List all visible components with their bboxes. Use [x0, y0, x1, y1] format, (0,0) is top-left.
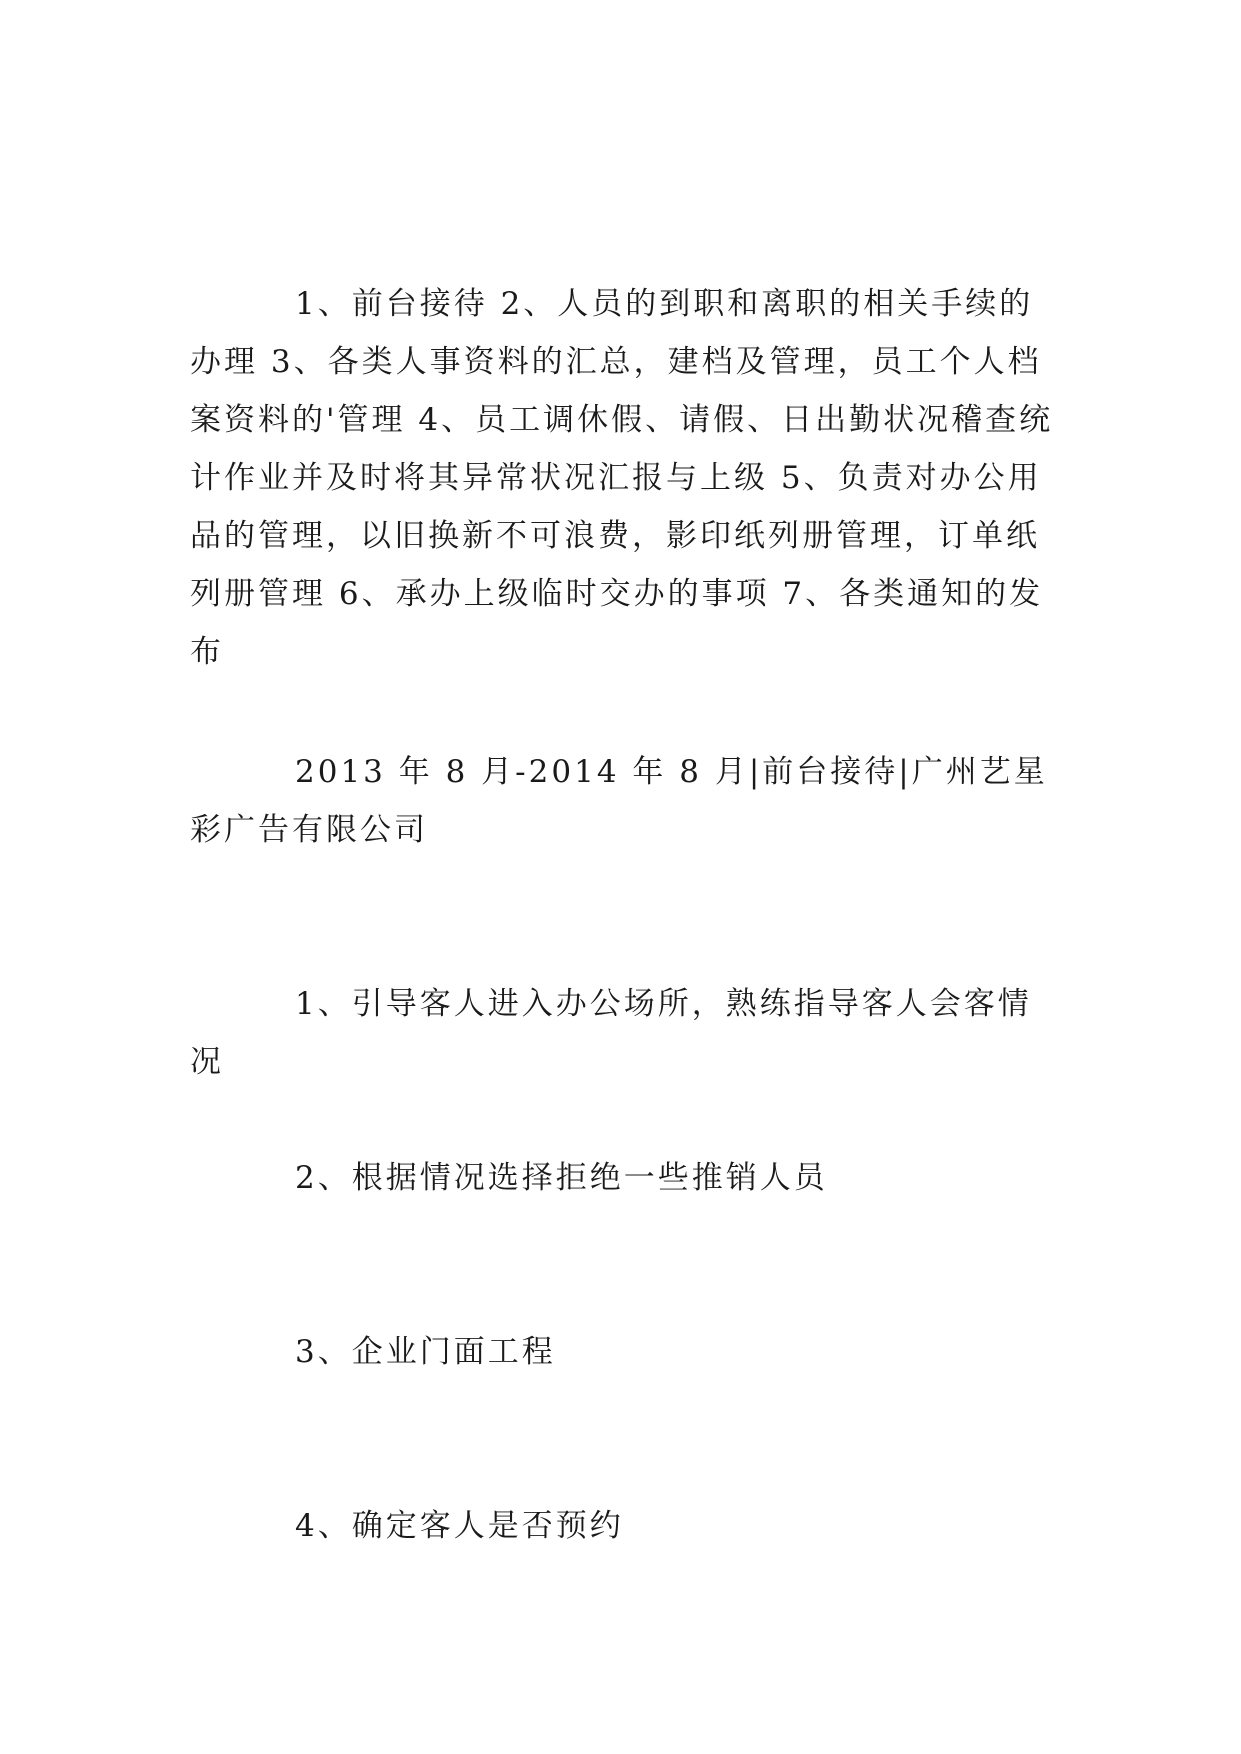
duty-item-4: 4、确定客人是否预约	[295, 1508, 624, 1544]
duty-item-2: 2、根据情况选择拒绝一些推销人员	[295, 1160, 828, 1196]
employment-period-line: 2013 年 8 月-2014 年 8 月|前台接待|广州艺星彩广告有限公司	[190, 754, 1048, 848]
duty-item-3: 3、企业门面工程	[295, 1334, 556, 1370]
job-duties-paragraph: 1、前台接待 2、人员的到职和离职的相关手续的办理 3、各类人事资料的汇总，建档及管理，员工个人档案资料的'管理 4、员工调休假、请假、日出勤状况稽查统计作业并及时将其异常状况汇报与上级 5、负责对办公用品的管理，以旧换新不可浪费，影印纸列册管理，订单纸列册管理 6、承办上级临时交办的事项 7、各类通知的发布	[190, 286, 1054, 670]
duty-item-1: 1、引导客人进入办公场所，熟练指导客人会客情况	[190, 986, 1032, 1080]
